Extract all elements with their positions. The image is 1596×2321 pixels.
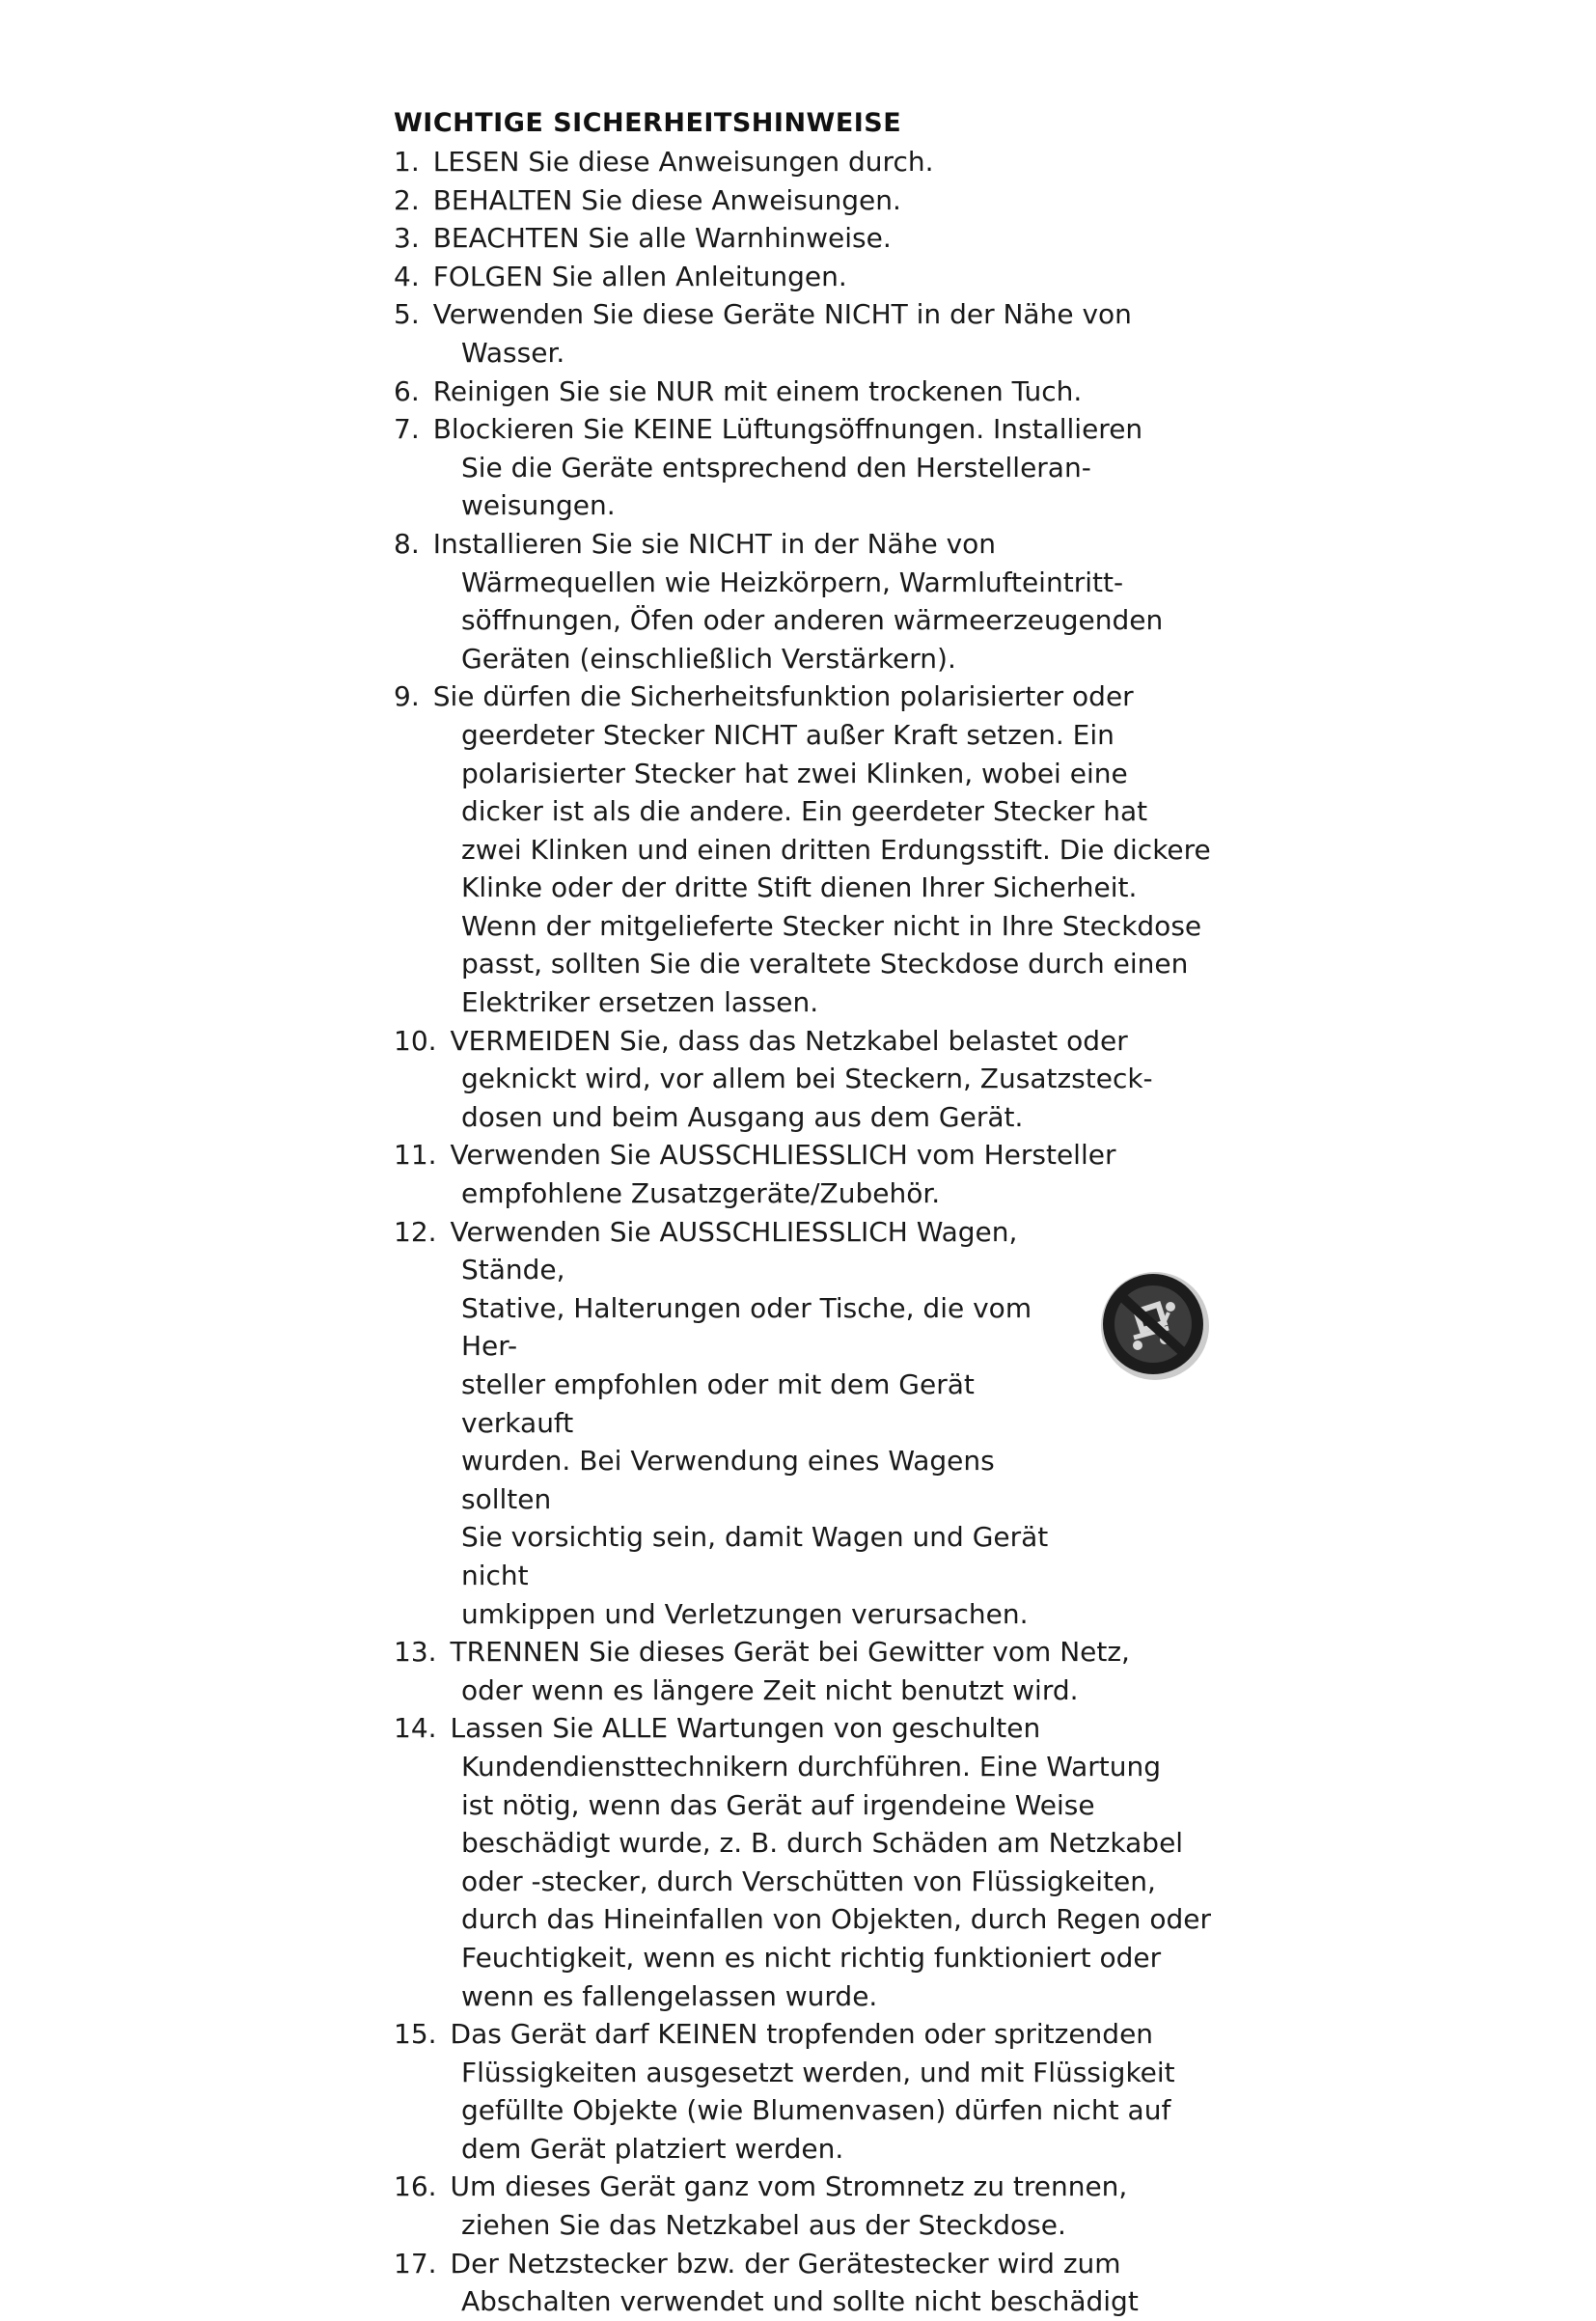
item-text: Um dieses Gerät ganz vom Stromnetz zu trennen, bbox=[450, 2170, 1128, 2203]
instruction-text-continued: wenn es fallengelassen wurde. bbox=[461, 1979, 878, 2012]
item-text: LESEN Sie diese Anweisungen durch. bbox=[432, 146, 934, 178]
instruction-item bbox=[394, 373, 1243, 411]
item-text: Sie dürfen die Sicherheitsfunktion polarisierter oder bbox=[432, 680, 1134, 713]
item-text: Lassen Sie ALLE Wartungen von geschulten bbox=[450, 1712, 1041, 1745]
instruction-text bbox=[394, 1022, 1243, 1061]
instruction-item bbox=[394, 2015, 1243, 2168]
instruction-text-continued: Stative, Halterungen oder Tische, die vom Her- bbox=[461, 1291, 1032, 1363]
instruction-text-continued: passt, sollten Sie die veraltete Steckdose durch einen bbox=[461, 948, 1189, 981]
safety-instructions-page bbox=[394, 104, 1243, 2321]
instruction-text-continued: ziehen Sie das Netzkabel aus der Steckdose. bbox=[461, 2209, 1066, 2242]
instruction-text-continued: dicker ist als die andere. Ein geerdeter Stecker hat bbox=[461, 795, 1148, 828]
instruction-item bbox=[394, 1022, 1243, 1137]
instruction-text-continued: söffnungen, Öfen oder anderen wärmeerzeugenden bbox=[461, 604, 1164, 637]
item-number: 17. bbox=[394, 2247, 437, 2280]
instruction-text-continued: wurden. Bei Verwendung eines Wagens sollten bbox=[461, 1445, 995, 1515]
instruction-text bbox=[394, 677, 1243, 716]
instruction-text-continued: polarisierter Stecker hat zwei Klinken, wobei eine bbox=[461, 757, 1128, 789]
cart-tip-over-warning-icon bbox=[1097, 1268, 1219, 1390]
instruction-text bbox=[394, 219, 1243, 258]
item-number: 13. bbox=[394, 1636, 437, 1669]
instruction-item bbox=[394, 295, 1243, 372]
item-number: 16. bbox=[394, 2170, 437, 2203]
instruction-text bbox=[394, 1633, 1243, 1672]
item-number: 7. bbox=[394, 413, 420, 446]
instruction-text-continued: empfohlene Zusatzgeräte/Zubehör. bbox=[461, 1177, 941, 1210]
instruction-text-continued: Feuchtigkeit, wenn es nicht richtig funktioniert oder bbox=[461, 1941, 1162, 1974]
instruction-item bbox=[394, 525, 1243, 677]
instruction-text-continued: umkippen und Verletzungen verursachen. bbox=[461, 1597, 1029, 1630]
instruction-text bbox=[394, 2015, 1243, 2054]
instruction-text-continued: Sie vorsichtig sein, damit Wagen und Gerät nicht bbox=[461, 1521, 1049, 1591]
instruction-item bbox=[394, 2245, 1243, 2321]
item-number: 4. bbox=[394, 260, 420, 292]
instruction-text-continued: steller empfohlen oder mit dem Gerät verkauft bbox=[461, 1368, 975, 1439]
item-number: 11. bbox=[394, 1139, 437, 1172]
item-text: Installieren Sie sie NICHT in der Nähe von bbox=[432, 527, 997, 560]
instruction-text-continued: dosen und beim Ausgang aus dem Gerät. bbox=[461, 1100, 1024, 1133]
instruction-text bbox=[394, 1136, 1243, 1174]
instruction-text-continued: zwei Klinken und einen dritten Erdungsstift. Die dickere bbox=[461, 833, 1211, 866]
instruction-text bbox=[394, 295, 1243, 334]
instruction-text-continued: durch das Hineinfallen von Objekten, durch Regen oder bbox=[461, 1903, 1211, 1936]
item-text: BEACHTEN Sie alle Warnhinweise. bbox=[432, 222, 892, 255]
item-number: 5. bbox=[394, 298, 420, 331]
item-text: Verwenden Sie AUSSCHLIESSLICH Wagen, Stände, bbox=[450, 1215, 1018, 1286]
instruction-text bbox=[394, 410, 1243, 449]
item-number: 8. bbox=[394, 527, 420, 560]
item-number: 6. bbox=[394, 374, 420, 407]
instruction-text bbox=[394, 2168, 1243, 2206]
instruction-text bbox=[394, 1709, 1243, 1748]
item-number: 1. bbox=[394, 146, 420, 178]
item-number: 12. bbox=[394, 1215, 437, 1248]
item-text: Verwenden Sie diese Geräte NICHT in der Nähe von bbox=[432, 298, 1132, 331]
instruction-text-continued: Elektriker ersetzen lassen. bbox=[461, 986, 819, 1019]
item-number: 3. bbox=[394, 222, 420, 255]
instruction-text-continued: Wasser. bbox=[461, 336, 565, 369]
instruction-text-continued: Wärmequellen wie Heizkörpern, Warmlufteintritt- bbox=[461, 566, 1124, 598]
item-number: 15. bbox=[394, 2018, 437, 2051]
instruction-text-continued: dem Gerät platziert werden. bbox=[461, 2132, 844, 2165]
instruction-text-continued: beschädigt wurde, z. B. durch Schäden am Netzkabel bbox=[461, 1827, 1184, 1860]
instruction-item bbox=[394, 1136, 1243, 1212]
item-text: Das Gerät darf KEINEN tropfenden oder spritzenden bbox=[450, 2018, 1154, 2051]
instruction-text bbox=[394, 1213, 1079, 1289]
instruction-item bbox=[394, 2168, 1243, 2244]
instruction-text bbox=[394, 525, 1243, 564]
instruction-list bbox=[394, 143, 1243, 2321]
instruction-text-continued: geknickt wird, vor allem bei Steckern, Zusatzsteck- bbox=[461, 1063, 1153, 1095]
instruction-text-continued: gefüllte Objekte (wie Blumenvasen) dürfen nicht auf bbox=[461, 2094, 1171, 2127]
item-text: VERMEIDEN Sie, dass das Netzkabel belastet oder bbox=[450, 1024, 1128, 1057]
instruction-text bbox=[394, 373, 1243, 411]
item-text: BEHALTEN Sie diese Anweisungen. bbox=[432, 183, 901, 216]
instruction-text-continued: Abschalten verwendet und sollte nicht beschädigt bbox=[461, 2285, 1139, 2318]
instruction-item bbox=[394, 219, 1243, 258]
instruction-item bbox=[394, 181, 1243, 220]
item-text: TRENNEN Sie dieses Gerät bei Gewitter vom Netz, bbox=[450, 1636, 1130, 1669]
instruction-text-continued: Geräten (einschließlich Verstärkern). bbox=[461, 642, 956, 675]
item-number: 2. bbox=[394, 183, 420, 216]
instruction-item bbox=[394, 410, 1243, 525]
instruction-text bbox=[394, 258, 1243, 296]
instruction-text-continued: oder wenn es längere Zeit nicht benutzt wird. bbox=[461, 1673, 1079, 1706]
item-text: FOLGEN Sie allen Anleitungen. bbox=[432, 260, 847, 292]
item-text: Reinigen Sie sie NUR mit einem trockenen Tuch. bbox=[432, 374, 1083, 407]
instruction-text-continued: Klinke oder der dritte Stift dienen Ihrer Sicherheit. bbox=[461, 871, 1138, 904]
instruction-text bbox=[394, 181, 1243, 220]
instruction-text-continued: Sie die Geräte entsprechend den Herstelleran- bbox=[461, 451, 1091, 484]
instruction-item bbox=[394, 1709, 1243, 2015]
instruction-text bbox=[394, 2245, 1243, 2283]
instruction-item bbox=[394, 1633, 1243, 1709]
item-number: 14. bbox=[394, 1712, 437, 1745]
instruction-text-continued: Wenn der mitgelieferte Stecker nicht in Ihre Steckdose bbox=[461, 909, 1202, 942]
instruction-text-continued: geerdeter Stecker NICHT außer Kraft setzen. Ein bbox=[461, 718, 1114, 751]
item-text: Blockieren Sie KEINE Lüftungsöffnungen. Installieren bbox=[432, 413, 1143, 446]
item-number: 9. bbox=[394, 680, 420, 713]
item-text: Der Netzstecker bzw. der Gerätestecker wird zum bbox=[450, 2247, 1121, 2280]
instruction-text bbox=[394, 143, 1243, 181]
instruction-text-continued: Flüssigkeiten ausgesetzt werden, und mit Flüssigkeit bbox=[461, 2056, 1175, 2088]
item-number: 10. bbox=[394, 1024, 437, 1057]
instruction-text-continued: oder -stecker, durch Verschütten von Flüssigkeiten, bbox=[461, 1865, 1156, 1897]
instruction-text-continued: Kundendiensttechnikern durchführen. Eine Wartung bbox=[461, 1750, 1162, 1782]
instruction-item bbox=[394, 143, 1243, 181]
instruction-text-continued: weisungen. bbox=[461, 489, 616, 522]
instruction-item bbox=[394, 677, 1243, 1021]
instruction-text-continued: ist nötig, wenn das Gerät auf irgendeine Weise bbox=[461, 1788, 1095, 1821]
item-text: Verwenden Sie AUSSCHLIESSLICH vom Hersteller bbox=[450, 1139, 1116, 1172]
page-title: WICHTIGE SICHERHEITSHINWEISE bbox=[394, 108, 902, 138]
instruction-item bbox=[394, 258, 1243, 296]
